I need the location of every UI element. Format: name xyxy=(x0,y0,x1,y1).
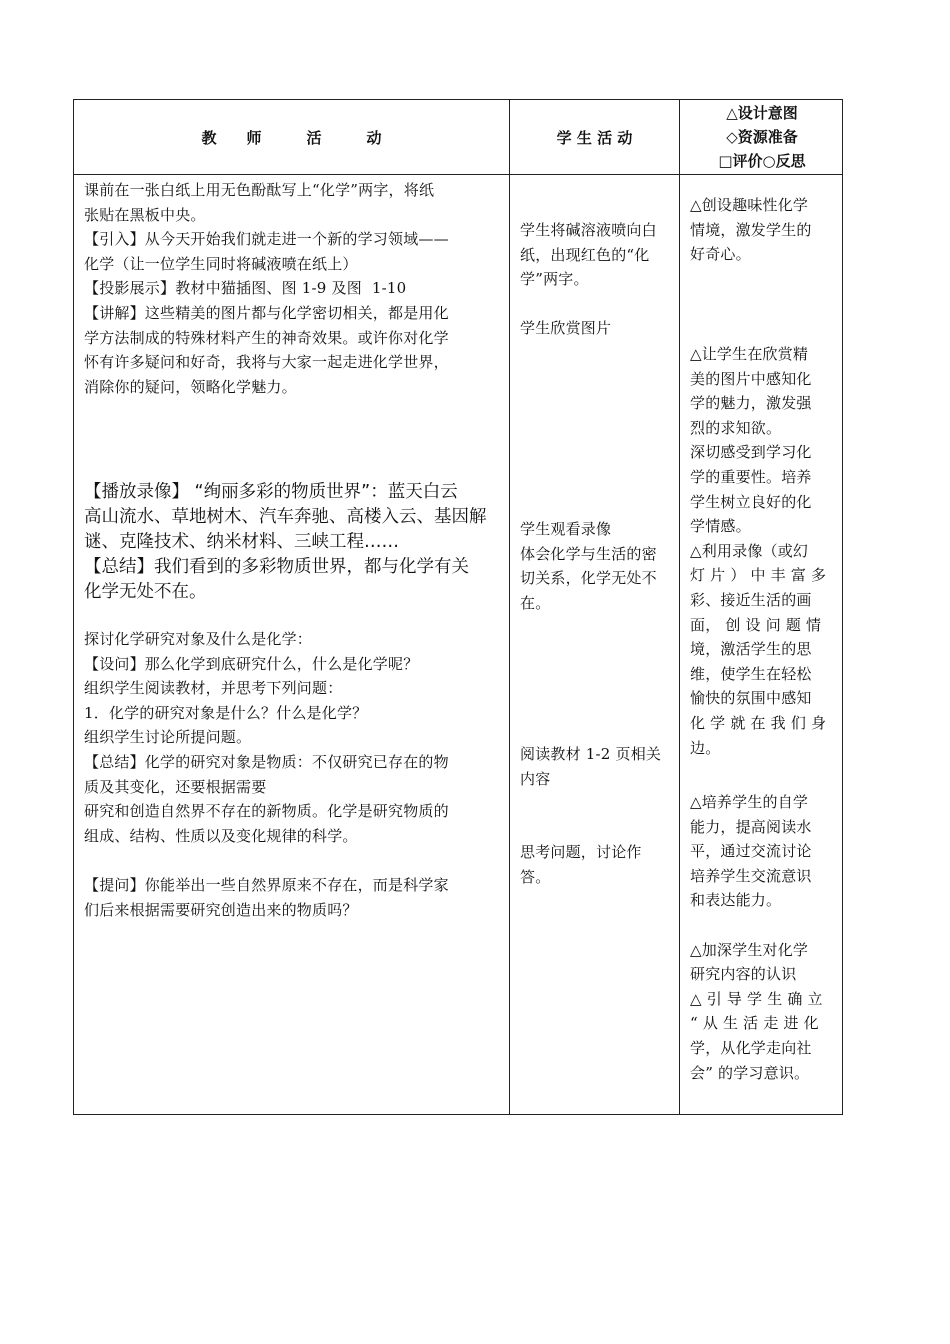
text-line: 能力，提高阅读水 xyxy=(690,817,812,836)
text-line: 化学无处不在。 xyxy=(84,582,207,602)
text-line: △让学生在欣赏精 xyxy=(690,345,809,363)
text-line: △培养学生的自学 xyxy=(690,793,809,811)
text-line: 体会化学与生活的密 xyxy=(520,544,657,563)
text-line: 彩、接近生活的画 xyxy=(690,590,812,609)
column-divider-1 xyxy=(509,100,510,1114)
text-line: 学生将碱溶液喷向白 xyxy=(520,221,657,239)
design-block-interest xyxy=(690,193,838,267)
text-line: 愉快的氛围中感知 xyxy=(690,689,812,708)
text-line: 情境，激发学生的 xyxy=(690,220,812,239)
text-line: 学的重要性。培养 xyxy=(690,467,812,486)
text-line: 学，从化学走向社 xyxy=(690,1038,812,1057)
text-line: 们后来根据需要研究创造出来的物质吗？ xyxy=(84,900,358,919)
text-line: 【投影展示】教材中猫插图、图 1-9 及图 1-10 xyxy=(84,279,407,298)
text-line: 张贴在黑板中央。 xyxy=(84,205,206,224)
teacher-block-intro xyxy=(84,178,509,399)
text-line: 学”两字。 xyxy=(520,270,589,289)
text-line: 研究和创造自然界不存在的新物质。化学是研究物质的 xyxy=(84,802,449,821)
text-line: 消除你的疑问，领略化学魅力。 xyxy=(84,377,297,396)
text-line: 研究内容的认识 xyxy=(690,965,797,984)
text-line: △加深学生对化学 xyxy=(690,940,809,959)
text-line: 答。 xyxy=(520,867,551,886)
text-line: 【播放录像】 “绚丽多彩的物质世界”：蓝天白云 xyxy=(84,482,458,502)
text-line: △利用录像（或幻 xyxy=(690,541,809,560)
text-line: 化学（让一位学生同时将碱液喷在纸上） xyxy=(84,254,358,273)
column-divider-2 xyxy=(679,100,680,1114)
text-line xyxy=(520,292,675,317)
text-line: 谜、克隆技术、纳米材料、三峡工程…… xyxy=(84,532,399,552)
design-block-perception xyxy=(690,342,838,760)
text-line: 境，激活学生的思 xyxy=(690,640,812,659)
teacher-block-discussion xyxy=(84,627,509,922)
text-line: 【设问】那么化学到底研究什么，什么是化学呢？ xyxy=(84,654,419,673)
header-design-line: □评价○反思 xyxy=(718,152,806,170)
text-line xyxy=(84,848,509,873)
text-line: △创设趣味性化学 xyxy=(690,196,809,214)
header-divider xyxy=(74,174,842,175)
text-line: 美的图片中感知化 xyxy=(690,369,812,388)
text-line: 阅读教材 1-2 页相关 xyxy=(520,745,662,763)
text-line: 思考问题，讨论作 xyxy=(520,843,642,862)
design-block-selfstudy xyxy=(690,790,838,1085)
text-line: 在。 xyxy=(520,593,551,612)
text-line: 边。 xyxy=(690,738,721,757)
text-line: 学生观看录像 xyxy=(520,520,612,538)
text-line: 质及其变化，还要根据需要 xyxy=(84,777,267,796)
text-line: 【总结】我们看到的多彩物质世界，都与化学有关 xyxy=(84,557,469,577)
text-line: 【讲解】这些精美的图片都与化学密切相关，都是用化 xyxy=(84,303,449,322)
teacher-block-video xyxy=(84,480,516,605)
text-line: 学生树立良好的化 xyxy=(690,492,812,511)
text-line xyxy=(520,791,675,816)
text-line: 内容 xyxy=(520,769,551,788)
text-line: 【总结】化学的研究对象是物质：不仅研究已存在的物 xyxy=(84,752,449,771)
header-design-line: ◇资源准备 xyxy=(726,128,798,146)
text-line: 【提问】你能举出一些自然界原来不存在，而是科学家 xyxy=(84,875,449,894)
text-line: 【引入】从今天开始我们就走进一个新的学习领域—— xyxy=(84,230,449,249)
text-line: 组织学生讨论所提问题。 xyxy=(84,728,252,747)
text-line: △ 引 导 学 生 确 立 xyxy=(690,989,823,1008)
text-line: 纸，出现红色的“化 xyxy=(520,245,650,264)
text-line: 灯 片 ） 中 丰 富 多 xyxy=(690,566,827,585)
text-line xyxy=(690,913,838,938)
text-line: 课前在一张白纸上用无色酚酞写上“化学”两字，将纸 xyxy=(84,181,435,199)
header-teacher-activity: 教 师 活 动 xyxy=(201,128,382,147)
text-line: 培养学生交流意识 xyxy=(690,866,812,885)
lesson-plan-table xyxy=(73,99,843,1115)
header-student-activity: 学 生 活 动 xyxy=(556,128,633,147)
student-block-experiment xyxy=(520,218,675,341)
text-line: 好奇心。 xyxy=(690,245,751,264)
header-design-intent xyxy=(680,100,844,174)
text-line: 组成、结构、性质以及变化规律的科学。 xyxy=(84,826,358,845)
text-line: 怀有许多疑问和好奇，我将与大家一起走进化学世界， xyxy=(84,353,449,372)
text-line: 学的魅力，激发强 xyxy=(690,394,812,413)
header-design-line: △设计意图 xyxy=(726,104,798,122)
text-line: 烈的求知欲。 xyxy=(690,418,782,437)
text-line: 化 学 就 在 我 们 身 xyxy=(690,713,827,732)
student-block-video xyxy=(520,517,675,615)
text-line: “ 从 生 活 走 进 化 xyxy=(690,1014,819,1033)
student-block-reading xyxy=(520,742,675,890)
text-line: 平，通过交流讨论 xyxy=(690,842,812,861)
text-line: 学生欣赏图片 xyxy=(520,319,612,338)
text-line: 切关系，化学无处不 xyxy=(520,569,657,588)
text-line: 组织学生阅读教材，并思考下列问题： xyxy=(84,679,343,698)
text-line: 1．化学的研究对象是什么？什么是化学？ xyxy=(84,703,368,722)
text-line: 深切感受到学习化 xyxy=(690,443,812,462)
text-line: 会” 的学习意识。 xyxy=(690,1063,810,1082)
text-line: 学方法制成的特殊材料产生的神奇效果。或许你对化学 xyxy=(84,328,449,347)
text-line xyxy=(520,816,675,841)
text-line: 学情感。 xyxy=(690,517,751,536)
text-line: 探讨化学研究对象及什么是化学： xyxy=(84,630,313,648)
text-line: 维，使学生在轻松 xyxy=(690,664,812,683)
text-line: 面， 创 设 问 题 情 xyxy=(690,615,822,634)
text-line: 和表达能力。 xyxy=(690,891,782,910)
text-line: 高山流水、草地树木、汽车奔驰、高楼入云、基因解 xyxy=(84,507,487,527)
